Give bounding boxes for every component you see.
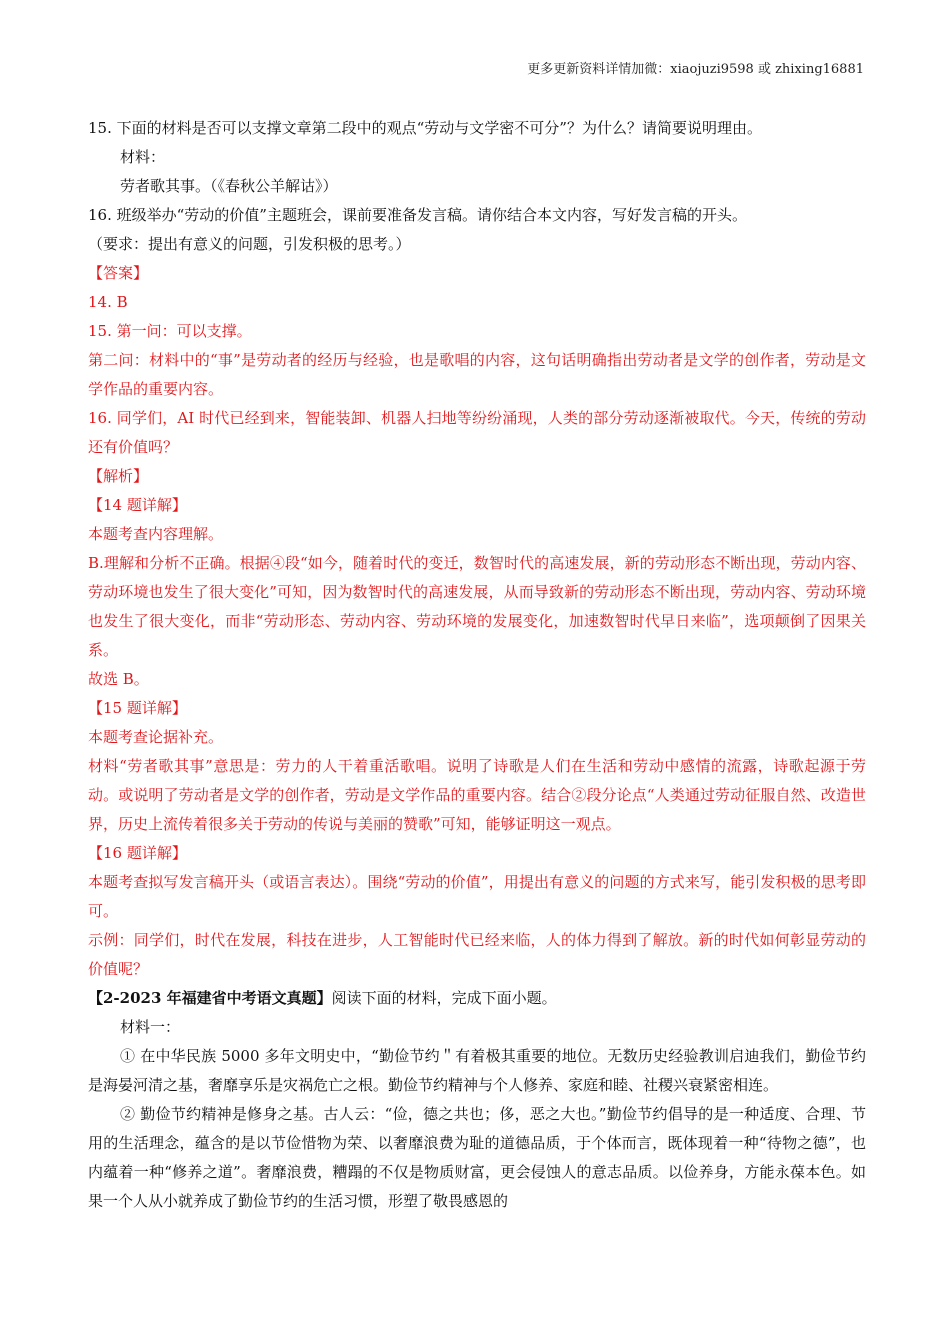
answer-label: 【答案】 bbox=[88, 264, 149, 282]
detail-15-intro: 本题考查论据补充。 bbox=[88, 728, 224, 746]
question-16: 16. 班级举办“劳动的价值”主题班会，课前要准备发言稿。请你结合本文内容，写好发言稿的开头。 bbox=[88, 206, 747, 224]
question-15-material: 劳者歌其事。（《春秋公羊解诂》） bbox=[120, 177, 338, 195]
document-content bbox=[88, 114, 866, 1216]
question-16-requirement: （要求：提出有意义的问题，引发积极的思考。） bbox=[88, 235, 411, 253]
detail-14-intro: 本题考查内容理解。 bbox=[88, 525, 224, 543]
answer-15-part2: 第二问：材料中的“事”是劳动者的经历与经验，也是歌唱的内容，这句话明确指出劳动者是文学的创作者，劳动是文学作品的重要内容。 bbox=[88, 351, 866, 398]
analysis-label: 【解析】 bbox=[88, 467, 149, 485]
detail-14-choice: 故选 B。 bbox=[88, 670, 149, 688]
detail-16-example: 示例：同学们，时代在发展，科技在进步，人工智能时代已经来临，人的体力得到了解放。新的时代如何彰显劳动的价值呢？ bbox=[88, 931, 866, 978]
detail-16-label: 【16 题详解】 bbox=[88, 844, 187, 862]
question-15-material-label: 材料： bbox=[120, 148, 166, 166]
detail-15-body: 材料“劳者歌其事”意思是：劳力的人干着重活歌唱。说明了诗歌是人们在生活和劳动中感情的流露，诗歌起源于劳动。或说明了劳动者是文学的创作者，劳动是文学作品的重要内容。结合②段分论点“人类通过劳动征服自然、改造世界，历史上流传着很多关于劳动的传说与美丽的赞歌”可知，能够证明这一观点。 bbox=[88, 757, 866, 833]
section-2-instruction: 阅读下面的材料，完成下面小题。 bbox=[331, 989, 557, 1007]
detail-16-intro: 本题考查拟写发言稿开头（或语言表达）。围绕“劳动的价值”，用提出有意义的问题的方式来写，能引发积极的思考即可。 bbox=[88, 873, 866, 920]
material-1-paragraph-2: ② 勤俭节约精神是修身之基。古人云：“俭，德之共也；侈，恶之大也。”勤俭节约倡导的是一种适度、合理、节用的生活理念，蕴含的是以节俭惜物为荣、以奢靡浪费为耻的道德品质，于个体而言，既体现着一种“待物之德”，也内蕴着一种“修养之道”。奢靡浪费，糟蹋的不仅是物质财富，更会侵蚀人的意志品质。以俭养身，方能永葆本色。如果一个人从小就养成了勤俭节约的生活习惯，形塑了敬畏感恩的 bbox=[88, 1105, 866, 1210]
section-2-title: 【2-2023 年福建省中考语文真题】 bbox=[88, 989, 332, 1007]
section-2-heading bbox=[88, 984, 866, 1013]
detail-14-body: B.理解和分析不正确。根据④段“如今，随着时代的变迁，数智时代的高速发展，新的劳动形态不断出现，劳动内容、劳动环境也发生了很大变化”可知，因为数智时代的高速发展，从而导致新的劳动形态不断出现，劳动内容、劳动环境也发生了很大变化，而非“劳动形态、劳动内容、劳动环境的发展变化，加速数智时代早日来临”，选项颠倒了因果关系。 bbox=[88, 554, 866, 659]
question-15: 15. 下面的材料是否可以支撑文章第二段中的观点“劳动与文学密不可分”？为什么？请简要说明理由。 bbox=[88, 119, 762, 137]
detail-14-label: 【14 题详解】 bbox=[88, 496, 187, 514]
answer-15-part1: 15. 第一问：可以支撑。 bbox=[88, 322, 252, 340]
header-note: 更多更新资料详情加微：xiaojuzi9598 或 zhixing16881 bbox=[527, 62, 864, 77]
material-1-label: 材料一： bbox=[120, 1018, 181, 1036]
answer-16: 16. 同学们，AI 时代已经到来，智能装卸、机器人扫地等纷纷涌现，人类的部分劳动逐渐被取代。今天，传统的劳动还有价值吗？ bbox=[88, 409, 866, 456]
detail-15-label: 【15 题详解】 bbox=[88, 699, 187, 717]
material-1-paragraph-1: ① 在中华民族 5000 多年文明史中，“勤俭节约＂有着极其重要的地位。无数历史经验教训启迪我们，勤俭节约是海晏河清之基，奢靡享乐是灾祸危亡之根。勤俭节约精神与个人修养、家庭和睦、社稷兴衰紧密相连。 bbox=[88, 1047, 866, 1094]
answer-14: 14. B bbox=[88, 293, 128, 311]
